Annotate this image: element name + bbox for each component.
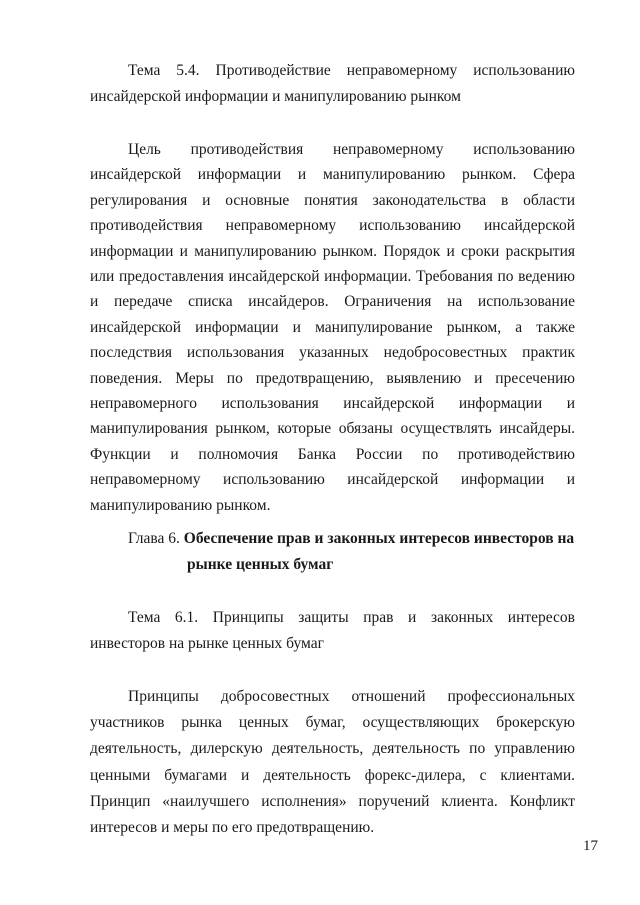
chapter-6-heading bbox=[90, 526, 575, 578]
chapter-6-title-line1: Обеспечение прав и законных интересов инвесторов на bbox=[183, 530, 575, 547]
page-number: 17 bbox=[583, 838, 598, 854]
topic-5-4-heading: Тема 5.4. Противодействие неправомерному использованию инсайдерской информации и манипулированию рынком bbox=[90, 62, 575, 105]
topic-5-4-paragraph: Цель противодействия неправомерному использованию инсайдерской информации и манипулированию рынком. Сфера регулирования и основные понятия законодательства в области противодействия неправомерному использованию инсайдерской информации и манипулированию рынком. Порядок и сроки раскрытия или предоставления инсайдерской информации. Требования по ведению и передаче списка инсайдеров. Ограничения на использование инсайдерской информации и манипулирование рынком, а также последствия использования указанных недобросовестных практик поведения. Меры по предотвращению, выявлению и пресечению неправомерного использования инсайдерской информации и манипулирования рынком, которые обязаны осуществлять инсайдеры. Функции и полномочия Банка России по противодействию неправомерному использованию инсайдерской информации и манипулированию рынком. bbox=[90, 141, 575, 514]
chapter-6-heading-line1 bbox=[90, 526, 575, 552]
topic-6-1-heading: Тема 6.1. Принципы защиты прав и законных интересов инвесторов на рынке ценных бумаг bbox=[90, 609, 575, 652]
chapter-6-prefix: Глава 6. bbox=[128, 530, 184, 547]
topic-6-1-paragraph: Принципы добросовестных отношений профессиональных участников рынка ценных бумаг, осуществляющих брокерскую деятельность, дилерскую деятельность, деятельность по управлению ценными бумагами и деятельность форекс-дилера, с клиентами. Принцип «наилучшего исполнения» поручений клиента. Конфликт интересов и меры по его предотвращению. bbox=[90, 688, 575, 837]
chapter-6-title-line2: рынке ценных бумаг bbox=[187, 556, 334, 573]
